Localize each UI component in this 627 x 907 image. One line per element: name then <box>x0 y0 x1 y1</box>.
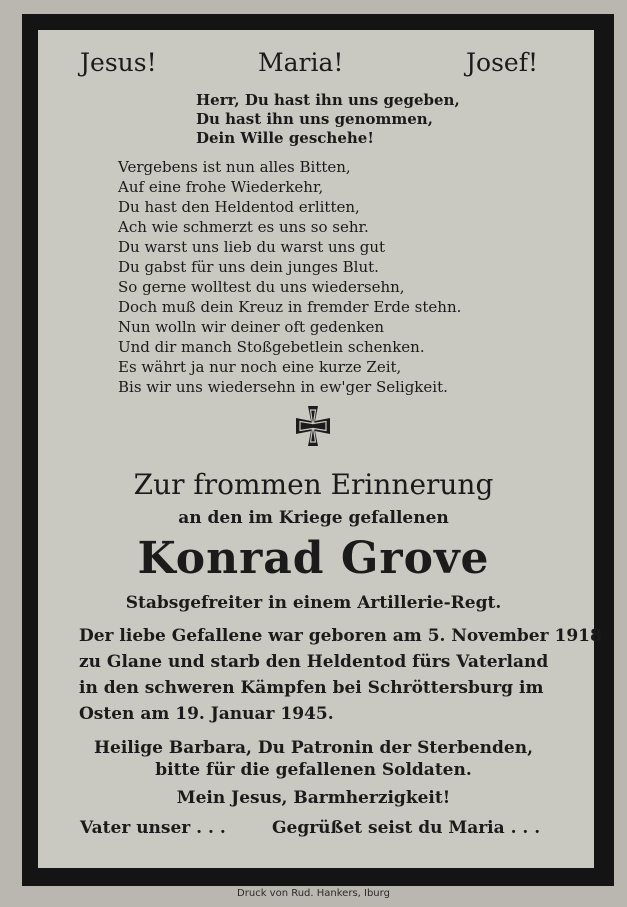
poem-line: Und dir manch Stoßgebetlein schenken. <box>118 338 425 356</box>
poem-line: So gerne wolltest du uns wiedersehn, <box>118 278 405 296</box>
poem-line: Doch muß dein Kreuz in fremder Erde stehn. <box>118 298 462 316</box>
poem-line: Es währt ja nur noch eine kurze Zeit, <box>118 358 402 376</box>
memorial-subheading: an den im Kriege gefallenen <box>178 508 449 528</box>
memorial-heading: Zur frommen Erinnerung <box>133 468 494 501</box>
iron-cross-icon <box>291 404 335 448</box>
bio-line: in den schweren Kämpfen bei Schröttersburg im <box>79 678 544 698</box>
closing-ave-maria: Gegrüßet seist du Maria . . . <box>272 818 541 838</box>
poem-line: Auf eine frohe Wiederkehr, <box>118 178 324 196</box>
poem-line: Vergebens ist nun alles Bitten, <box>118 158 351 176</box>
poem-line: Ach wie schmerzt es uns so sehr. <box>118 218 369 236</box>
bio-line: Osten am 19. Januar 1945. <box>79 704 334 724</box>
prayer-line: Mein Jesus, Barmherzigkeit! <box>176 788 451 808</box>
deceased-name: Konrad Grove <box>137 533 490 584</box>
printer-imprint: Druck von Rud. Hankers, Iburg <box>237 888 390 899</box>
poem-line: Du gabst für uns dein junges Blut. <box>118 258 379 276</box>
closing-vater-unser: Vater unser . . . <box>80 818 226 838</box>
bio-line: zu Glane und starb den Heldentod fürs Vaterland <box>79 652 549 672</box>
poem-line: Bis wir uns wiedersehn in ew'ger Seligkeit. <box>118 378 448 396</box>
header-josef: Josef! <box>466 48 538 77</box>
prayer-line: Heilige Barbara, Du Patronin der Sterbenden, <box>93 738 534 758</box>
poem-line: Nun wolln wir deiner oft gedenken <box>118 318 385 336</box>
bio-line: Der liebe Gefallene war geboren am 5. November 1918 <box>79 626 602 646</box>
verse-intro-line: Dein Wille geschehe! <box>196 129 374 147</box>
verse-intro-line: Herr, Du hast ihn uns gegeben, <box>196 91 460 109</box>
verse-intro-line: Du hast ihn uns genommen, <box>196 110 433 128</box>
prayer-line: bitte für die gefallenen Soldaten. <box>155 760 472 780</box>
header-jesus: Jesus! <box>80 48 157 77</box>
poem-line: Du warst uns lieb du warst uns gut <box>118 238 386 256</box>
poem-line: Du hast den Heldentod erlitten, <box>118 198 360 216</box>
rank-line: Stabsgefreiter in einem Artillerie-Regt. <box>125 593 502 613</box>
header-maria: Maria! <box>258 48 344 77</box>
